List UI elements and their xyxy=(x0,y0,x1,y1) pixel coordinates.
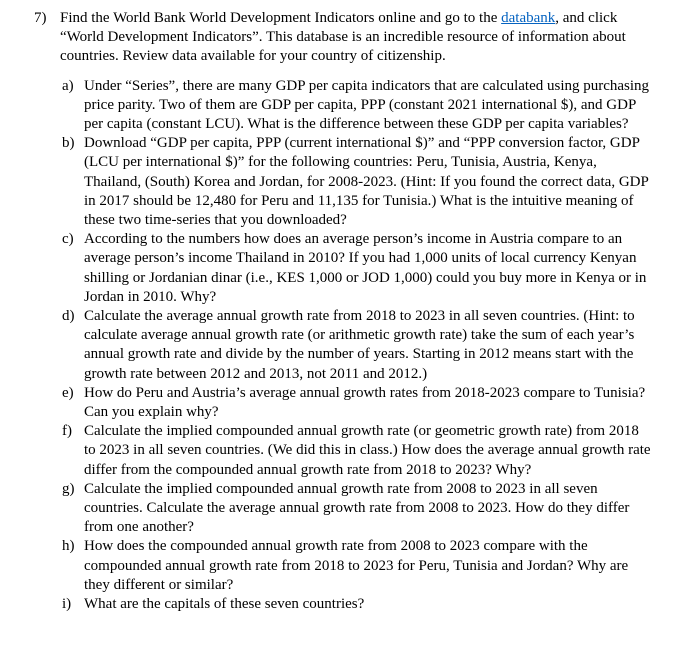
sub-question-g xyxy=(62,480,651,538)
sub-question-label: f) xyxy=(62,423,72,440)
sub-question-label: g) xyxy=(62,480,75,497)
sub-question-e xyxy=(62,384,651,422)
sub-question-label: d) xyxy=(62,308,75,325)
sub-question-f xyxy=(62,422,651,480)
sub-question-h xyxy=(62,537,651,595)
sub-question-text: Calculate the implied compounded annual growth rate (or geometric growth rate) from 2018 to 2023 in all seven countries. (We did this in class.) How does the average annual growth rate differ from the compounded annual growth rate from 2018 to 2023? Why? xyxy=(84,423,651,478)
sub-question-i xyxy=(62,595,651,614)
question-number: 7) xyxy=(34,10,47,26)
sub-question-text: Calculate the implied compounded annual growth rate from 2008 to 2023 in all seven countries. Calculate the average annual growth rate from 2008 to 2023. How do they differ from one another? xyxy=(84,480,630,536)
sub-question-d xyxy=(62,307,651,384)
question-7 xyxy=(34,9,651,67)
intro-text-before: Find the World Bank World Development Indicators online and go to the xyxy=(60,10,502,26)
sub-question-text: Calculate the average annual growth rate from 2018 to 2023 in all seven countries. (Hint: to calculate average annual growth rate (or arithmetic growth rate) take the sum of each year’s annual growth rate and divide by the number of years. Starting in 2012 means start with the growth rate between 2012 and 2013, not 2011 and 2012.) xyxy=(84,308,635,382)
sub-question-text: How do Peru and Austria’s average annual growth rates from 2018-2023 compare to Tunisia? Can you explain why? xyxy=(84,384,646,421)
sub-question-list xyxy=(34,77,651,615)
sub-question-label: b) xyxy=(62,135,75,152)
sub-question-text: How does the compounded annual growth rate from 2008 to 2023 compare with the compounded annual growth rate from 2018 to 2023 for Peru, Tunisia and Jordan? Why are they different or similar? xyxy=(84,538,629,593)
sub-question-label: h) xyxy=(62,538,75,555)
sub-question-text: What are the capitals of these seven countries? xyxy=(84,596,365,613)
sub-question-label: a) xyxy=(62,77,74,94)
sub-question-label: c) xyxy=(62,231,74,248)
sub-question-c xyxy=(62,230,651,307)
sub-question-b xyxy=(62,134,651,230)
sub-question-a xyxy=(62,77,651,135)
sub-question-label: e) xyxy=(62,384,74,401)
sub-question-text: Download “GDP per capita, PPP (current international $)” and “PPP conversion factor, GDP (LCU per international $)” for the following countries: Peru, Tunisia, Austria, Kenya, Thailand, (South) Korea and Jordan, for 2008-2023. (Hint: If you found the correct data, GDP in 2017 should be 12,480 for Peru and 11,135 for Tunisia.) What is the intuitive meaning of these two time-series that you downloaded? xyxy=(84,135,649,229)
question-intro xyxy=(60,9,651,67)
sub-question-text: According to the numbers how does an average person’s income in Austria compare to an average person’s income Thailand in 2010? If you had 1,000 units of local currency Kenyan shilling or Jordanian dinar (i.e., KES 1,000 or JOD 1,000) could you buy more in Kenya or in Jordan in 2010. Why? xyxy=(84,231,647,305)
sub-question-text: Under “Series”, there are many GDP per capita indicators that are calculated using purchasing price parity. Two of them are GDP per capita, PPP (constant 2021 international $), and GDP per capita (constant LCU). What is the difference between these GDP per capita variables? xyxy=(84,77,650,133)
intro-text-after: , and click “World Development Indicators”. This database is an incredible resource of information about countries. Review data available for your country of citizenship. xyxy=(60,10,626,65)
databank-link[interactable]: databank xyxy=(501,10,556,26)
sub-question-label: i) xyxy=(62,596,72,613)
